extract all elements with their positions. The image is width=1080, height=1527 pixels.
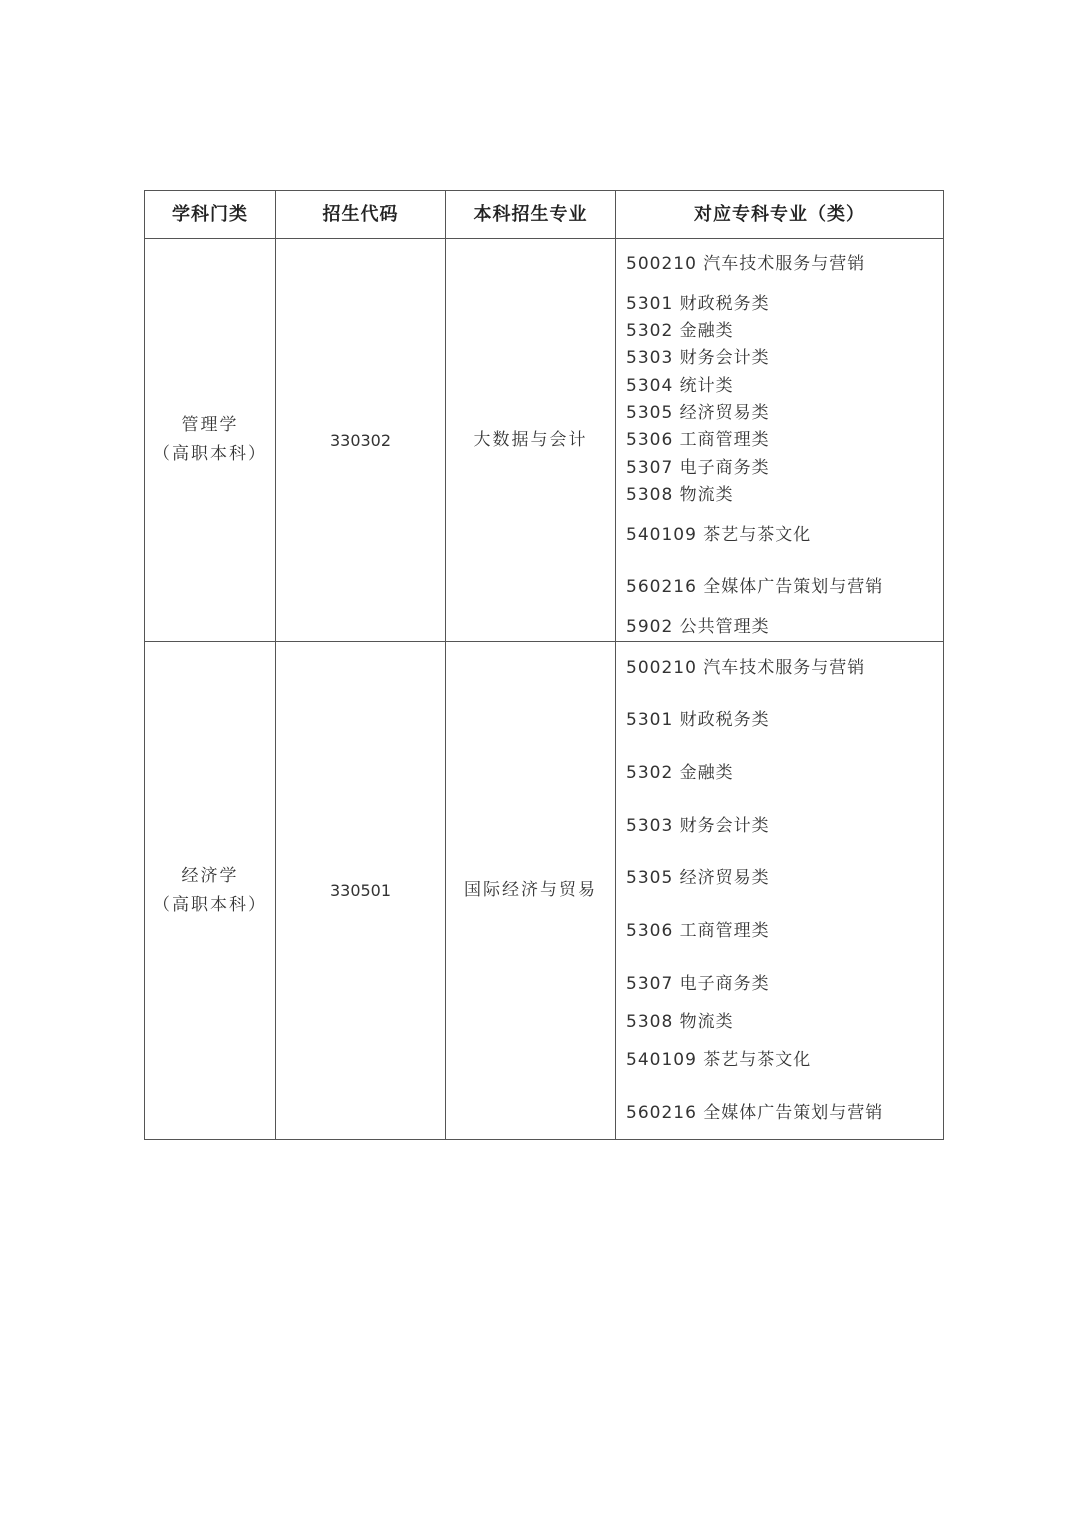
specialties-cell (616, 642, 943, 1139)
specialty-item: 500210 汽车技术服务与营销 (626, 658, 866, 678)
specialty-item: 5303 财务会计类 (626, 348, 770, 368)
code-cell: 330501 (276, 642, 446, 1139)
majors-table (144, 190, 944, 1140)
specialty-item: 5305 经济贸易类 (626, 403, 770, 423)
header-major: 本科招生专业 (446, 191, 616, 238)
specialty-item: 5303 财务会计类 (626, 816, 770, 836)
specialty-item: 5301 财政税务类 (626, 710, 770, 730)
specialty-item: 540109 茶艺与茶文化 (626, 1050, 812, 1070)
specialty-item: 5302 金融类 (626, 763, 734, 783)
major-cell: 国际经济与贸易 (446, 642, 616, 1139)
header-specialties: 对应专科专业（类） (694, 204, 865, 225)
major-cell: 大数据与会计 (446, 239, 616, 641)
specialty-item: 5306 工商管理类 (626, 430, 770, 450)
specialty-item: 5308 物流类 (626, 485, 734, 505)
specialty-item: 5902 公共管理类 (626, 617, 770, 637)
specialty-item: 5305 经济贸易类 (626, 868, 770, 888)
category-cell (145, 642, 276, 1139)
table-header-row (145, 191, 943, 239)
specialty-item: 540109 茶艺与茶文化 (626, 525, 812, 545)
table-row (145, 642, 943, 1139)
specialty-item: 560216 全媒体广告策划与营销 (626, 577, 884, 597)
specialties-cell (616, 239, 943, 641)
category-type: （高职本科） (153, 444, 267, 464)
specialty-item: 500210 汽车技术服务与营销 (626, 254, 866, 274)
specialty-item: 5306 工商管理类 (626, 921, 770, 941)
specialty-item: 5308 物流类 (626, 1012, 734, 1032)
category-cell (145, 239, 276, 641)
category-name: 经济学 (181, 865, 239, 886)
header-category: 学科门类 (145, 191, 276, 238)
category-name: 管理学 (181, 415, 239, 435)
specialty-item: 560216 全媒体广告策划与营销 (626, 1103, 884, 1123)
table-row (145, 239, 943, 642)
category-type: （高职本科） (153, 894, 267, 915)
specialty-item: 5301 财政税务类 (626, 294, 770, 314)
specialty-item: 5307 电子商务类 (626, 974, 770, 994)
specialty-item: 5302 金融类 (626, 321, 734, 341)
specialty-item: 5304 统计类 (626, 376, 734, 396)
header-code: 招生代码 (276, 191, 446, 238)
specialty-item: 5307 电子商务类 (626, 458, 770, 478)
code-cell: 330302 (276, 239, 446, 641)
